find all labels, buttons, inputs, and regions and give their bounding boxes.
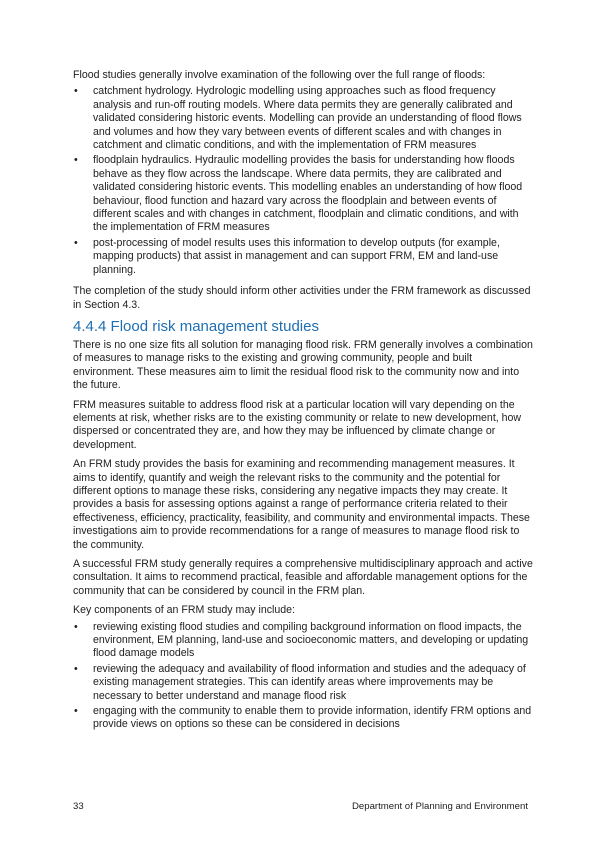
list-item: • engaging with the community to enable them to provide information, identify FRM options and provide views on options so these can be considered in decisions	[74, 705, 532, 731]
completion-paragraph: The completion of the study should inform other activities under the FRM framework as discussed in Section 4.3.	[73, 285, 531, 311]
bullet-icon: •	[74, 620, 78, 633]
paragraph: A successful FRM study generally requires a comprehensive multidisciplinary approach and active consultation. It aims to recommend practical, feasible and affordable management options for the community that can be considered by council in the FRM plan.	[73, 558, 533, 597]
bullet-icon: •	[74, 85, 78, 98]
list-item: • reviewing the adequacy and availability of flood information and studies and the adequacy of existing management strategies. This can identify areas where improvements may be necessary to better understand and manage flood risk	[74, 662, 526, 702]
section-heading: 4.4.4 Flood risk management studies	[73, 317, 319, 335]
document-body	[73, 69, 533, 734]
flood-studies-list	[73, 85, 533, 277]
list-item: • reviewing existing flood studies and compiling background information on flood impacts, the environment, EM planning, land-use and socioeconomic matters, and developing or updating flood damage models	[74, 620, 529, 660]
page-footer	[73, 801, 528, 813]
paragraph: FRM measures suitable to address flood risk at a particular location will vary depending on the elements at risk, whether risks are to the existing community or relate to new development, how dispersed or concentrated they are, and how they may be influenced by climate change or development.	[73, 398, 522, 451]
list-item: • floodplain hydraulics. Hydraulic modelling provides the basis for understanding how floods behave as they flow across the landscape. Where data permits, they are calibrated and validated considering historic events. This modelling enables an understanding of how flood behaviour, flood function and hazard vary across the floodplain and between events of different scales and with changes in catchment, floodplain and climatic conditions, and with the implementation of FRM measures	[74, 154, 523, 234]
bullet-icon: •	[74, 662, 78, 675]
paragraph: An FRM study provides the basis for examining and recommending management measures. It aims to identify, quantify and weigh the relevant risks to the community and the potential for different options to manage these risks, considering any negative impacts they may create. It provides a basis for assessing options against a range of performance criteria related to their effectiveness, efficiency, practicality, feasibility, and community and environmental impacts. These investigations aim to provide recommendations for a range of measures to manage flood risk to the community.	[73, 458, 530, 551]
intro-paragraph: Flood studies generally involve examination of the following over the full range of floods:	[73, 69, 486, 81]
frm-components-list	[73, 621, 533, 732]
page-number: 33	[73, 801, 84, 812]
bullet-icon: •	[74, 154, 78, 167]
paragraph: There is no one size fits all solution for managing flood risk. FRM generally involves a combination of measures to manage risks to the existing and growing community, people and built environment. These measures aim to limit the residual flood risk to the community now and into the future.	[73, 338, 533, 392]
bullet-icon: •	[74, 236, 78, 249]
list-item: • post-processing of model results uses this information to develop outputs (for example, mapping products) that assist in management and can support FRM, EM and land-use planning.	[74, 236, 500, 276]
bullet-icon: •	[74, 705, 78, 718]
paragraph: Key components of an FRM study may include:	[73, 604, 295, 617]
list-item: • catchment hydrology. Hydrologic modelling using approaches such as flood frequency analysis and run-off routing models. Where data permits they are generally calibrated and validated considering historic events. Modelling can provide an understanding of flood flows and volumes and how they vary between events of different scales and with changes in catchment and climatic conditions, and with the implementation of FRM measures	[74, 85, 522, 152]
footer-department: Department of Planning and Environment	[352, 801, 528, 812]
